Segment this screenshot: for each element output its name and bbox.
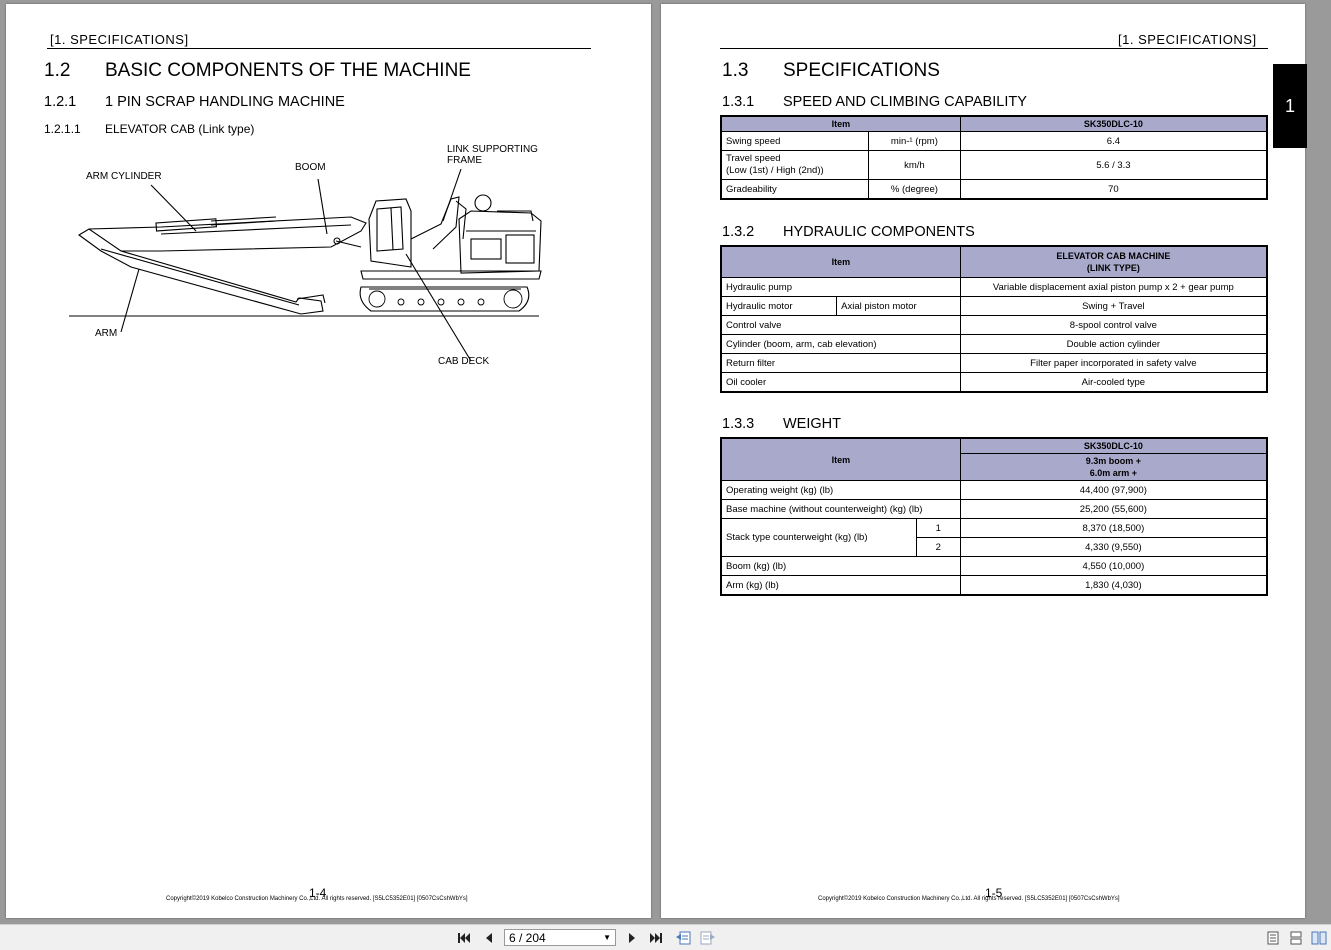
header-model [960,246,1267,278]
cell-item [721,151,869,180]
cell-unit: % (degree) [869,180,961,200]
copyright-footer: Copyright©2019 Kobelco Construction Machinery Co.,Ltd. All rights reserved. [S5LC5352E01] [0507CsCshWbYs] [818,896,1120,902]
subsection-number-weight: 1.3.3 [722,416,755,432]
table-row [721,557,1267,576]
label-link-supporting-frame-line2: FRAME [447,155,482,166]
cell-item: Hydraulic motor [721,297,837,316]
cell-item: Cylinder (boom, arm, cab elevation) [721,335,960,354]
cell-value: 4,550 (10,000) [960,557,1267,576]
speed-table [720,115,1268,200]
two-page-view-button[interactable] [1310,929,1328,947]
cell-value: Air-cooled type [960,373,1267,393]
subsection-title: 1 PIN SCRAP HANDLING MACHINE [105,94,345,110]
cell-item: Arm (kg) (lb) [721,576,960,596]
table-row [721,354,1267,373]
single-page-view-button[interactable] [1264,929,1282,947]
single-page-icon [1267,931,1279,945]
header-model-line1: ELEVATOR CAB MACHINE [1056,251,1171,261]
cell-item: Stack type counterweight (kg) (lb) [721,519,916,557]
table-header-row [721,116,1267,132]
page-number: 1-4 [309,886,327,900]
table-header-row [721,246,1267,278]
subsection-title-weight: WEIGHT [783,416,841,432]
page-number: 1-5 [985,886,1003,900]
table-row [721,180,1267,200]
cell-value: 5.6 / 3.3 [960,151,1267,180]
go-forward-icon [700,931,716,945]
cell-value: 1,830 (4,030) [960,576,1267,596]
header-config-line1: 9.3m boom + [1085,456,1141,466]
continuous-page-icon [1290,931,1302,945]
table-row [721,297,1267,316]
cell-value: 4,330 (9,550) [960,538,1267,557]
cell-value: 70 [960,180,1267,200]
cell-value: 8-spool control valve [960,316,1267,335]
cell-unit: min-¹ (rpm) [869,132,961,151]
cell-value: Double action cylinder [960,335,1267,354]
header-rule [720,48,1268,49]
table-row [721,278,1267,297]
cell-item: Swing speed [721,132,869,151]
cell-item: Boom (kg) (lb) [721,557,960,576]
continuous-view-button[interactable] [1287,929,1305,947]
chapter-tab: 1 [1273,64,1307,148]
cell-item-line1: Travel speed [726,153,781,164]
cell-item: Base machine (without counterweight) (kg) (lb) [721,500,960,519]
header-section-tag: [1. SPECIFICATIONS] [50,32,189,47]
page-number-value: 6 / 204 [509,930,546,945]
header-model-line2: (LINK TYPE) [1086,263,1140,273]
next-page-icon [627,932,637,944]
first-page-button[interactable] [455,929,473,947]
first-page-icon [457,932,471,944]
section-number: 1.2 [44,60,71,81]
label-boom: BOOM [295,162,326,173]
table-row [721,151,1267,180]
cell-value: Variable displacement axial piston pump x 2 + gear pump [960,278,1267,297]
label-arm-cylinder: ARM CYLINDER [86,171,162,182]
label-cab-deck: CAB DECK [438,356,490,367]
table-row [721,316,1267,335]
next-page-button[interactable] [623,929,641,947]
table-row [721,132,1267,151]
subsubsection-title: ELEVATOR CAB (Link type) [105,122,255,136]
table-row [721,500,1267,519]
cell-item: Control valve [721,316,960,335]
label-arm: ARM [95,328,118,339]
cell-item: Return filter [721,354,960,373]
left-page [6,4,651,918]
cell-subitem: 1 [916,519,960,538]
section-title: SPECIFICATIONS [783,60,940,81]
cell-value: Filter paper incorporated in safety valve [960,354,1267,373]
subsection-title-hydraulic: HYDRAULIC COMPONENTS [783,224,975,240]
table-row [721,373,1267,393]
header-item: Item [721,438,960,481]
cell-value: 8,370 (18,500) [960,519,1267,538]
last-page-button[interactable] [647,929,665,947]
cell-item: Oil cooler [721,373,960,393]
two-page-icon [1311,931,1327,945]
header-model: SK350DLC-10 [960,438,1267,454]
go-forward-button[interactable] [699,929,717,947]
right-page [661,4,1305,918]
cell-unit: km/h [869,151,961,180]
cell-value: 44,400 (97,900) [960,481,1267,500]
subsection-number-speed: 1.3.1 [722,94,755,110]
table-row [721,481,1267,500]
go-back-icon [675,931,691,945]
subsubsection-number: 1.2.1.1 [44,122,81,136]
last-page-icon [649,932,663,944]
cell-item: Gradeability [721,180,869,200]
cell-subitem: 2 [916,538,960,557]
table-header-row [721,438,1267,454]
prev-page-button[interactable] [480,929,498,947]
go-back-button[interactable] [674,929,692,947]
table-row [721,576,1267,596]
header-rule [47,48,591,49]
header-config [960,454,1267,481]
header-item: Item [721,116,960,132]
copyright-footer: Copyright©2019 Kobelco Construction Machinery Co.,Ltd. All rights reserved. [S5LC5352E01] [0507CsCshWbYs] [166,896,468,902]
header-item: Item [721,246,960,278]
header-config-line2: 6.0m arm + [1089,468,1137,478]
cell-item-line2: (Low (1st) / High (2nd)) [726,165,824,176]
weight-table [720,437,1268,596]
page-number-select[interactable] [504,929,616,946]
label-link-supporting-frame-line1: LINK SUPPORTING [447,144,538,155]
chevron-down-icon: ▼ [603,933,611,942]
table-row [721,519,1267,538]
viewer-toolbar [0,924,1331,950]
cell-value: 6.4 [960,132,1267,151]
subsection-title-speed: SPEED AND CLIMBING CAPABILITY [783,94,1027,110]
hydraulic-table [720,245,1268,393]
cell-value: Swing + Travel [960,297,1267,316]
table-row [721,335,1267,354]
cell-subitem: Axial piston motor [837,297,961,316]
subsection-number: 1.2.1 [44,94,77,110]
cell-value: 25,200 (55,600) [960,500,1267,519]
section-number: 1.3 [722,60,749,81]
cell-item: Operating weight (kg) (lb) [721,481,960,500]
header-section-tag: [1. SPECIFICATIONS] [1118,32,1257,47]
subsection-number-hydraulic: 1.3.2 [722,224,755,240]
cell-item: Hydraulic pump [721,278,960,297]
prev-page-icon [484,932,494,944]
section-title: BASIC COMPONENTS OF THE MACHINE [105,60,471,81]
header-model: SK350DLC-10 [960,116,1267,132]
